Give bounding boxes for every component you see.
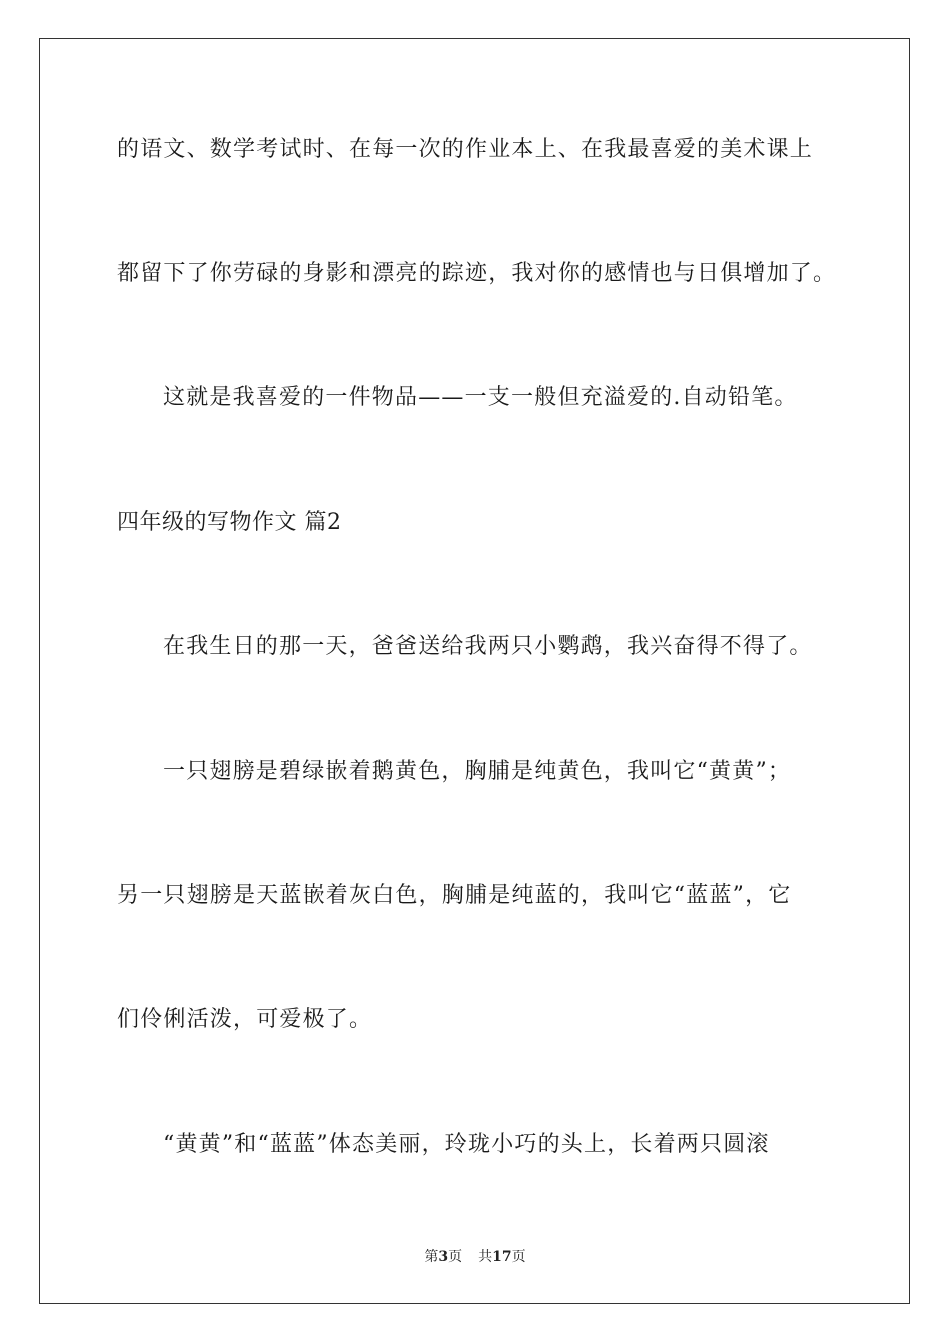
text-line: 另一只翅膀是天蓝嵌着灰白色，胸脯是纯蓝的，我叫它“蓝蓝”，它 xyxy=(117,883,792,908)
text-line: 的语文、数学考试时、在每一次的作业本上、在我最喜爱的美术课上 xyxy=(117,137,814,162)
text-line: 都留下了你劳碌的身影和漂亮的踪迹，我对你的感情也与日俱增加了。 xyxy=(117,261,837,286)
footer-total-prefix: 共 xyxy=(478,1249,493,1265)
text-line: 一只翅膀是碧绿嵌着鹅黄色，胸脯是纯黄色，我叫它“黄黄”； xyxy=(163,759,792,784)
footer-page-number: 3 xyxy=(438,1249,449,1265)
footer-total-pages: 17 xyxy=(492,1249,512,1265)
footer-page-suffix: 页 xyxy=(448,1249,463,1265)
footer-total-suffix: 页 xyxy=(511,1249,526,1265)
text-line: 们伶俐活泼，可爱极了。 xyxy=(117,1007,373,1032)
page-footer xyxy=(0,1248,950,1266)
section-heading: 四年级的写物作文 篇2 xyxy=(117,510,342,535)
text-line: 这就是我喜爱的一件物品——一支一般但充溢爱的.自动铅笔。 xyxy=(163,385,798,410)
page-border xyxy=(39,38,910,1304)
text-line: “黄黄”和“蓝蓝”体态美丽，玲珑小巧的头上，长着两只圆滚 xyxy=(163,1132,770,1157)
footer-page-prefix: 第 xyxy=(424,1249,439,1265)
text-line: 在我生日的那一天，爸爸送给我两只小鹦鹉，我兴奋得不得了。 xyxy=(163,634,813,659)
